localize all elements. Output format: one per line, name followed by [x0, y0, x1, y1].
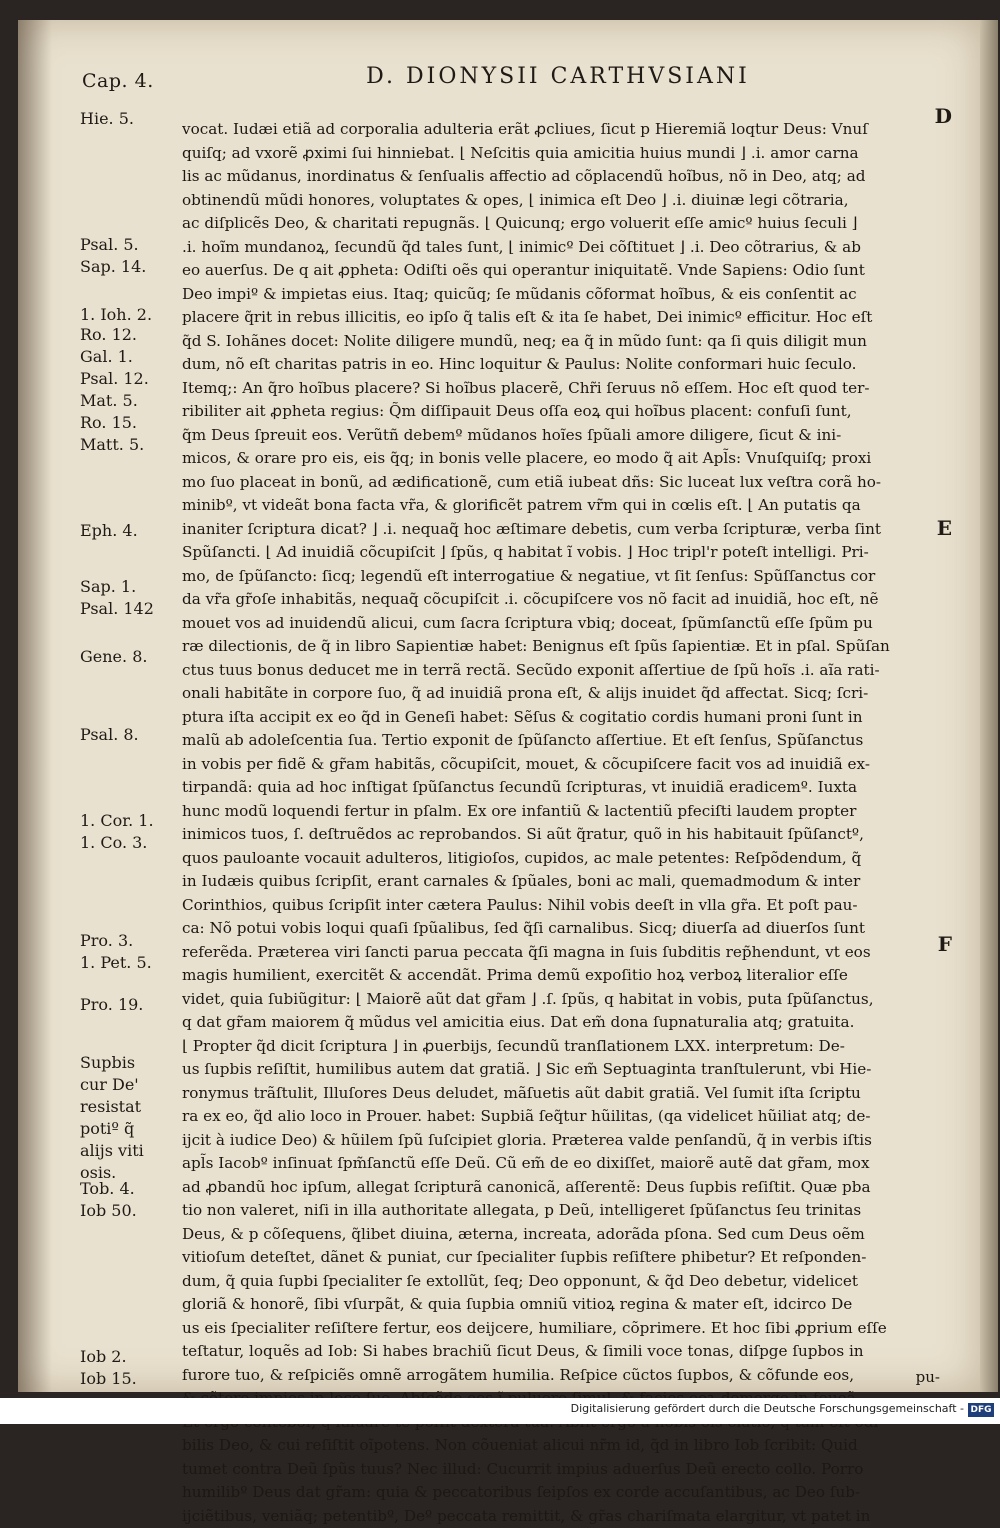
text-line: in Iudæis quibus ſcripſit, erant carnales & ſpũales, boni ac mali, quemadmodum & inter: [182, 870, 930, 894]
margin-note: 1. Co. 3.: [80, 832, 147, 854]
text-line: mo ſuo placeat in bonũ, ad ædificationẽ, cum etiã iubeat dñs: Sic luceat lux veſtra corã ho-: [182, 471, 930, 495]
margin-note: 1. Cor. 1.: [80, 810, 154, 832]
text-line: q dat gr̃am maiorem q̃ mũdus vel amicitia eius. Dat em̃ dona ſupnaturalia atq; gratuita.: [182, 1011, 930, 1035]
text-line: mo, de ſpũſancto: ſicq; legendũ eſt interrogatiue & negatiue, vt ſit ſenſus: Spũſſanctus cor: [182, 565, 930, 589]
text-line: q̃d S. Iohãnes docet: Nolite diligere mundũ, neq; ea q̃ in mũdo ſunt: qa ſi quis diligit mun: [182, 330, 930, 354]
text-line: teſtatur, loquẽs ad Iob: Si habes brachiũ ſicut Deus, & ſimili voce tonas, diſpge ſupbos in: [182, 1340, 930, 1364]
margin-note: Ro. 15.: [80, 412, 137, 434]
gutter-shadow: [18, 20, 52, 1392]
catchword: pu-: [916, 1368, 940, 1386]
text-line: apl̃s Iacobº inſinuat ſpm̃ſanctũ eſſe Deũ. Cũ em̃ de eo dixiſſet, maiorẽ autẽ dat gr̃am, mox: [182, 1152, 930, 1176]
text-line: ca: Nõ potui vobis loqui quaſi ſpũalibus, ſed q̃ſi carnalibus. Sicq; diuerſa ad diuerſos ſunt: [182, 917, 930, 941]
margin-note: 1. Ioh. 2.: [80, 304, 152, 326]
text-line: ptura iſta accipit ex eo q̃d in Geneſi habet: Sẽſus & cogitatio cordis humani proni ſunt in: [182, 706, 930, 730]
margin-note: Matt. 5.: [80, 434, 144, 456]
text-line: ⌊ Propter q̃d dicit ſcriptura ⌋ in ꝓuerbijs, ſecundũ tranſlationem LXX. interpretum: De-: [182, 1035, 930, 1059]
text-line: Spũſancti. ⌊ Ad inuidiã cõcupiſcit ⌋ ſpũs, q habitat ĩ vobis. ⌋ Hoc tripl'r poteſt intelligi. Pri-: [182, 541, 930, 565]
margin-note: Iob 2.: [80, 1346, 127, 1368]
text-line: onali habitãte in corpore ſuo, q̃ ad inuidiã prona eſt, & alijs inuidet q̃d affectat. Sicq; ſcri-: [182, 682, 930, 706]
margin-note: Psal. 5.: [80, 234, 139, 256]
margin-note: Psal. 12.: [80, 368, 149, 390]
text-line: Corinthios, quibus ſcripſit inter cætera Paulus: Nihil vobis deeſt in vlla gr̃a. Et poſt pau-: [182, 894, 930, 918]
margin-note: Sap. 1.: [80, 576, 136, 598]
section-mark-d: D: [935, 104, 952, 128]
body-text: [182, 118, 930, 1528]
text-line: us ſupbis reſiſtit, humilibus autem dat gratiã. ⌋ Sic em̃ Septuaginta tranſtulerunt, vbi Hie-: [182, 1058, 930, 1082]
text-line: lis ac mũdanus, inordinatus & ſenſualis affectio ad cõplacendũ hoĩbus, nõ in Deo, atq; ad: [182, 165, 930, 189]
text-line: inaniter ſcriptura dicat? ⌋ .i. nequaq̃ hoc æſtimare debetis, cum verba ſcripturæ, verba ſint: [182, 518, 930, 542]
text-line: tio non valeret, niſi in illa authoritate allegata, p Deũ, intelligeret ſpũſanctus ſeu trinitas: [182, 1199, 930, 1223]
dfg-logo: DFG: [968, 1403, 994, 1417]
footer-credit: Digitalisierung gefördert durch die Deutsche Forschungsgemeinschaft -: [571, 1402, 964, 1415]
text-line: ra ex eo, q̃d alio loco in Prouer. habet: Supbiã ſeq̃tur hũilitas, (qa videlicet hũiliat atq; de-: [182, 1105, 930, 1129]
text-line: q̃m Deus ſpreuit eos. Verũtñ debemº mũdanos hoĩes ſpũali amore diligere, ſicut & ini-: [182, 424, 930, 448]
margin-note: Mat. 5.: [80, 390, 138, 412]
text-line: Deus, & p cõſequens, q̃libet diuina, æterna, increata, adorãda pſona. Sed cum Deus oẽm: [182, 1223, 930, 1247]
text-line: hunc modũ loquendi fertur in pſalm. Ex ore infantiũ & lactentiũ pfeciſti laudem propter: [182, 800, 930, 824]
text-line: vitioſum deteſtet, dãnet & puniat, cur ſpecialiter ſupbis reſiſtere phibetur? Et reſponden-: [182, 1246, 930, 1270]
text-line: ræ dilectionis, de q̃ in libro Sapientiæ habet: Benignus eſt ſpũs ſapientiæ. Et in pſal. Spũſan: [182, 635, 930, 659]
section-mark-e: E: [937, 516, 952, 540]
text-line: ronymus trãſtulit, Illuſores Deus deludet, mãſuetis aũt dabit gratiã. Vel ſumit iſta ſcriptu: [182, 1082, 930, 1106]
text-line: us eis ſpecialiter reſiſtere fertur, eos deijcere, humiliare, cõprimere. Et hoc ſibi ꝓprium eſſe: [182, 1317, 930, 1341]
running-title: D. DIONYSII CARTHVSIANI: [278, 64, 838, 89]
chapter-label: Cap. 4.: [82, 70, 154, 92]
text-line: furore tuo, & reſpiciẽs omnẽ arrogãtem humilia. Reſpice cũctos ſupbos, & cõfunde eos,: [182, 1364, 930, 1388]
text-line: ad ꝓbandũ hoc ipſum, allegat ſcripturã canonicã, aſſerentẽ: Deus ſupbis reſiſtit. Quæ pba: [182, 1176, 930, 1200]
text-line: Itemq;: An q̃ro hoĩbus placere? Si hoĩbus placerẽ, Chr̃i ſeruus nõ eſſem. Hoc eſt quod ter-: [182, 377, 930, 401]
text-line: dum, nõ eſt charitas patris in eo. Hinc loquitur & Paulus: Nolite conformari huic ſeculo.: [182, 353, 930, 377]
margin-note: Gene. 8.: [80, 646, 147, 668]
text-line: minibº, vt videãt bona facta vr̃a, & glorificẽt patrem vr̃m qui in cœlis eſt. ⌊ An putatis qa: [182, 494, 930, 518]
margin-note: Pro. 3.: [80, 930, 133, 952]
margin-note: Psal. 8.: [80, 724, 139, 746]
text-line: malũ ab adoleſcentia ſua. Tertio exponit de ſpũſancto aſſertiue. Et eſt ſenſus, Spũſanctus: [182, 729, 930, 753]
text-line: quos pauloante vocauit adulteros, litigioſos, cupidos, ac male petentes: Reſpõdendum, q̃: [182, 847, 930, 871]
text-line: ctus tuus bonus deducet me in terrã rectã. Secũdo exponit aſſertiue de ſpũ hoĩs .i. aĩa rati-: [182, 659, 930, 683]
text-line: ac diſplicẽs Deo, & charitati repugnãs. ⌊ Quicunq; ergo voluerit eſſe amicº huius ſeculi ⌋: [182, 212, 930, 236]
text-line: ijciẽtibus, veniãq; petentibº, Deº peccata remittit, & gr̃as chariſmata elargitur, vt patet in: [182, 1505, 930, 1528]
footer-bar: [0, 1398, 1000, 1424]
margin-note: Pro. 19.: [80, 994, 143, 1016]
text-line: referẽda. Præterea viri ſancti parua peccata q̃ſi magna in ſuis ſubditis rep̃hendunt, vt eos: [182, 941, 930, 965]
text-line: humilibº Deus dat gr̃am: quia & peccatoribus ſeipſos ex corde accuſantibus, ac Deo ſub-: [182, 1481, 930, 1505]
book-page: [18, 20, 980, 1392]
text-line: dum, q̃ quia ſupbi ſpecialiter ſe extollũt, ſeq; Deo opponunt, & q̃d Deo debetur, videlicet: [182, 1270, 930, 1294]
margin-note: Supbis cur De' resistat potiº q̃ alijs viti osis.: [80, 1052, 160, 1184]
margin-note: Ro. 12.: [80, 324, 137, 346]
text-line: micos, & orare pro eis, eis q̃q; in bonis velle placere, eo modo q̃ ait Apl̃s: Vnuſquiſq; proxi: [182, 447, 930, 471]
margin-notes: [80, 20, 180, 1392]
text-line: obtinendũ mũdi honores, voluptates & opes, ⌊ inimica eſt Deo ⌋ .i. diuinæ legi cõtraria,: [182, 189, 930, 213]
margin-note: Gal. 1.: [80, 346, 133, 368]
text-line: vocat. Iudæi etiã ad corporalia adulteria erãt ꝓcliues, ſicut p Hieremiã loqtur Deus: Vnuſ: [182, 118, 930, 142]
text-line: quiſq; ad vxorẽ ꝓximi ſui hinniebat. ⌊ Neſcitis quia amicitia huius mundi ⌋ .i. amor carna: [182, 142, 930, 166]
text-line: gloriã & honorẽ, ſibi vſurpãt, & quia ſupbia omniũ vitioꝝ regina & mater eſt, idcirco De: [182, 1293, 930, 1317]
text-line: tumet contra Deũ ſpũs tuus? Nec illud: Cucurrit impius aduerſus Deũ erecto collo. Porro: [182, 1458, 930, 1482]
text-line: placere q̃rit in rebus illicitis, eo ipſo q̃ talis eſt & ita ſe habet, Dei inimicº efficitur. Hoc eſt: [182, 306, 930, 330]
margin-note: Sap. 14.: [80, 256, 146, 278]
text-line: inimicos tuos, ſ. deſtruẽdos ac reprobandos. Si aũt q̃ratur, quõ in his habitauit ſpũſanctº,: [182, 823, 930, 847]
text-line: in vobis per fidẽ & gr̃am habitãs, cõcupiſcit, mouet, & cõcupiſcere facit vos ad inuidiã ex-: [182, 753, 930, 777]
section-mark-f: F: [938, 932, 952, 956]
text-line: tirpandã: quia ad hoc inſtigat ſpũſanctus ſecundũ ſcripturas, vt inuidiã eradicemº. Iuxta: [182, 776, 930, 800]
text-line: da vr̃a gr̃oſe inhabitãs, nequaq̃ cõcupiſcit .i. cõcupiſcere vos nõ facit ad inuidiã, hoc eſt, nẽ: [182, 588, 930, 612]
margin-note: Iob 50.: [80, 1200, 137, 1222]
margin-note: 1. Pet. 5.: [80, 952, 152, 974]
text-line: bilis Deo, & cui reſiſtit oĩpotens. Non cõueniat alicui nr̃m id, q̃d in libro Iob ſcribit: Quid: [182, 1434, 930, 1458]
text-line: magis humilient, exercitẽt & accendãt. Prima demũ expoſitio hoꝝ verboꝝ literalior eſſe: [182, 964, 930, 988]
text-line: .i. hoĩm mundanoꝝ, ſecundũ q̃d tales ſunt, ⌊ inimicº Dei cõſtituet ⌋ .i. Deo cõtrarius, & ab: [182, 236, 930, 260]
page-edge: [980, 20, 998, 1392]
margin-note: Hie. 5.: [80, 108, 134, 130]
text-line: ribiliter ait ꝓpheta regius: Q̃m diſſipauit Deus oſſa eoꝝ qui hoĩbus placent: confuſi ſunt,: [182, 400, 930, 424]
text-line: mouet vos ad inuidendũ alicui, cum ſacra ſcriptura vbiq; doceat, ſpũmſanctũ eſſe ſpũm pu: [182, 612, 930, 636]
text-line: eo auerſus. De q ait ꝓpheta: Odiſti oẽs qui operantur iniquitatẽ. Vnde Sapiens: Odio ſunt: [182, 259, 930, 283]
text-line: Deo impiº & impietas eius. Itaq; quicũq; ſe mũdanis cõformat hoĩbus, & eis conſentit ac: [182, 283, 930, 307]
margin-note: Eph. 4.: [80, 520, 138, 542]
margin-note: Iob 15.: [80, 1368, 137, 1390]
margin-note: Psal. 142: [80, 598, 154, 620]
margin-note: Tob. 4.: [80, 1178, 135, 1200]
text-line: ijcit à iudice Deo) & hũilem ſpũ ſuſcipiet gloria. Præterea valde penſandũ, q̃ in verbis iſtis: [182, 1129, 930, 1153]
text-line: videt, quia ſubiũgitur: ⌊ Maiorẽ aũt dat gr̃am ⌋ .ſ. ſpũs, q habitat in vobis, puta ſpũſanctus,: [182, 988, 930, 1012]
